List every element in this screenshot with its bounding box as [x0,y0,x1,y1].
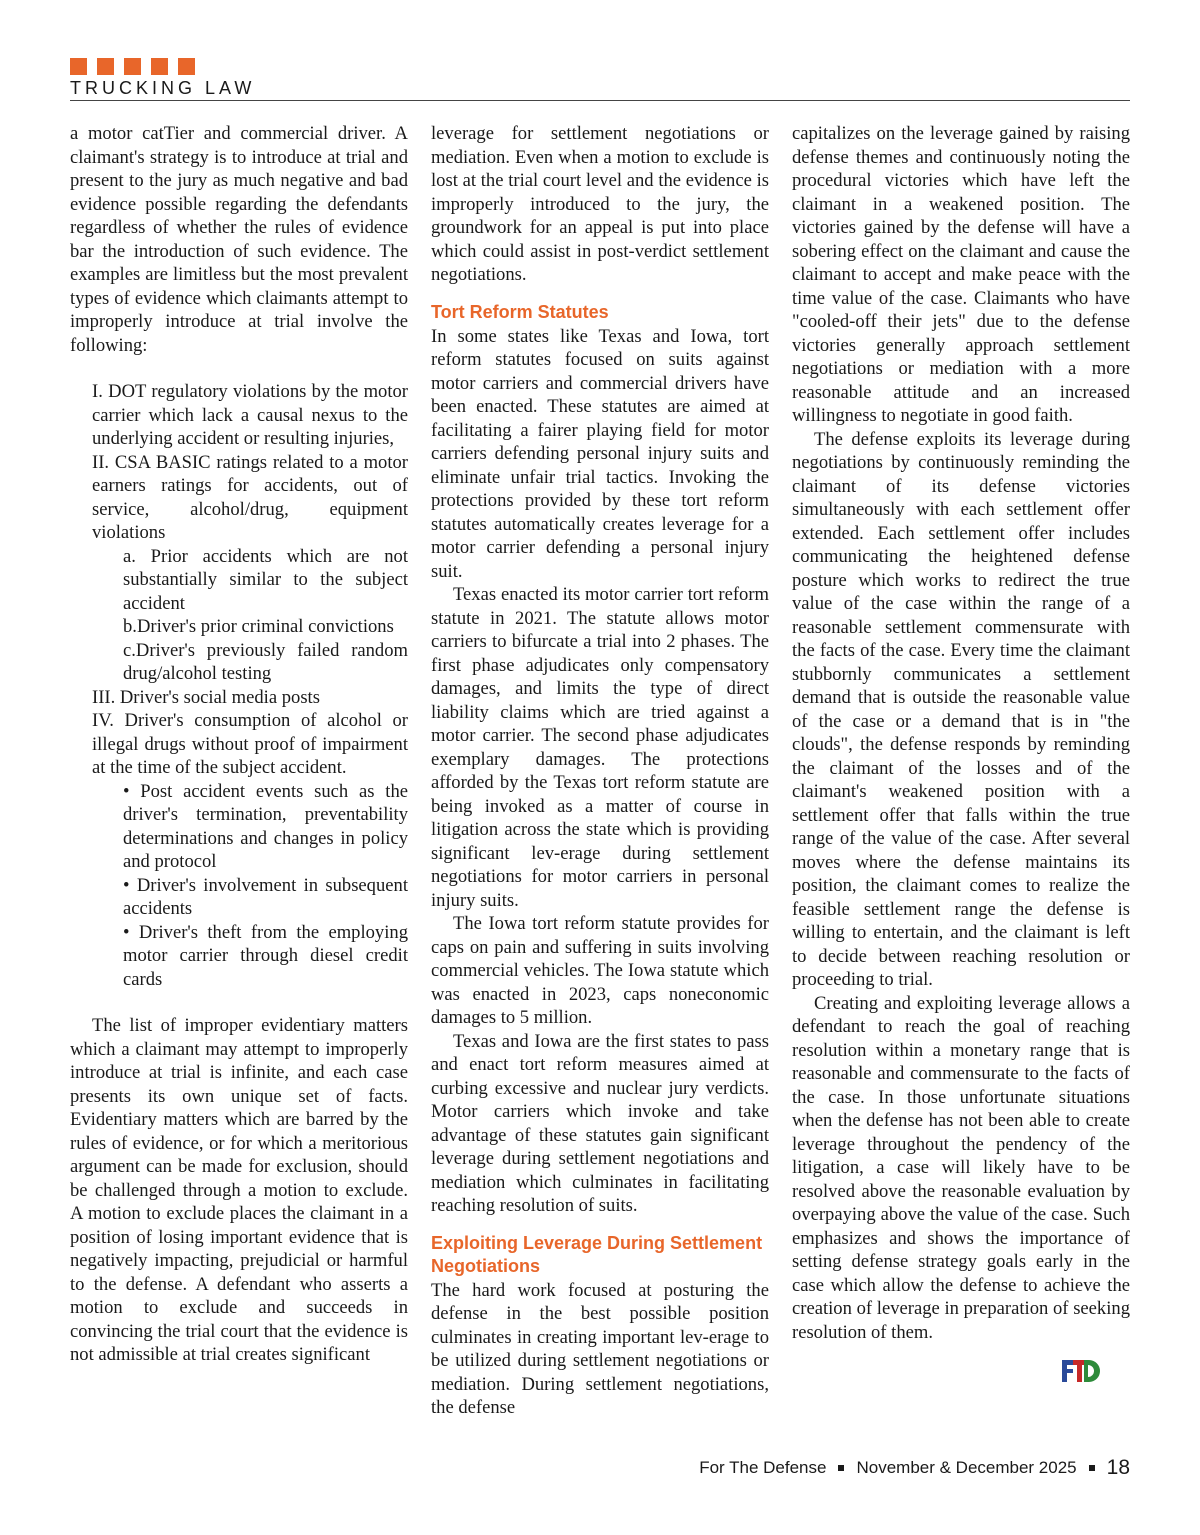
paragraph: capitalizes on the leverage gained by raising defense themes and continuously noting the procedural victories which have left the claimant in a weakened position. The victories gained by the defense will have a sobering effect on the claimant and cause the claimant to accept and make peace with the time value of the case. Claimants who have "cooled-off their jets" due to the defense victories generally approach settlement negotiations or mediation with a more reasonable attitude and an increased willingness to negotiate in good faith. [792,123,1130,426]
marker-square [124,58,141,75]
bullet-item: • Post accident events such as the driver's termination, preventability determinations and changes in policy and protocol [123,780,408,872]
article-column-2 [431,122,769,1420]
spacer [70,357,408,380]
ftd-logo [1060,1356,1100,1391]
spacer [70,991,408,1014]
section-marker-squares [70,58,195,75]
list-item: IV. Driver's consumption of alcohol or illegal drugs without proof of impairment at the time of the subject accident. [92,710,408,778]
paragraph: In some states like Texas and Iowa, tort reform statutes focused on suits against motor carriers and commercial drivers have been enacted. These statutes are aimed at facilitating a fairer playing field for motor carriers defending personal injury suits and eliminate unfair trial tactics. Invoking the protections provided by these tort reform statutes automatically creates leverage for a motor carrier defending a personal injury suit. [431,325,769,582]
paragraph: The list of improper evidentiary matters which a claimant may attempt to improperly introduce at trial is infinite, and each case presents its own unique set of facts. Evidentiary matters which are barred by the rules of evidence, or for which a meritorious argument can be made for exclusion, should be challenged through a motion to exclude. A motion to exclude places the claimant in a position of losing important evidence that is negatively impacting, prejudicial or harmful to the defense. A defendant who asserts a motion to exclude and succeeds in convincing the trial court that the evidence is not admissible at trial creates significant [70,1015,408,1365]
header-rule [70,100,1130,101]
list-item: II. CSA BASIC ratings related to a motor earners ratings for accidents, out of service, alcohol/drug, equipment violations [92,451,408,543]
page-number: 18 [1106,1456,1130,1479]
separator-dot [838,1465,844,1471]
list-subitem: b.Driver's prior criminal convictions [123,616,394,637]
ftd-logo-icon [1060,1356,1100,1386]
marker-square [70,58,87,75]
paragraph: The Iowa tort reform statute provides for caps on pain and suffering in suits involving commercial vehicles. The Iowa statute which was enacted in 2023, caps noneconomic damages to 5 million. [431,913,769,1028]
page-footer [699,1456,1130,1480]
paragraph: The defense exploits its leverage during negotiations by continuously reminding the claimant of its defense victories simultaneously with each settlement offer extended. Each settlement offer includes communicating the heightened defense posture which works to redirect the true value of the case within the range of a reasonable settlement commensurate with the facts of the case. Every time the claimant stubbornly communicates a settlement demand that is outside the reasonable value of the case or a demand that is in "the clouds", the defense responds by reminding the claimant of the losses and of the claimant's weakened position with a settlement offer that falls within the true range of the value of the case. After several moves where the defense maintains its position, the claimant comes to realize the feasible settlement range the defense is willing to entertain, and the claimant is left to decide between reaching resolution or proceeding to trial. [792,428,1130,990]
marker-square [151,58,168,75]
article-column-1 [70,122,408,1367]
issue-date: November & December 2025 [856,1458,1077,1477]
section-heading: Tort Reform Statutes [431,301,609,322]
separator-dot [1089,1465,1095,1471]
bullet-item: • Driver's involvement in subsequent accidents [123,874,408,919]
article-column-3 [792,122,1130,1344]
marker-square [97,58,114,75]
paragraph: a motor catTier and commercial driver. A claimant's strategy is to introduce at trial and present to the jury as much negative and bad evidence possible regarding the defendants regardless of whether the rules of evidence bar the introduction of such evidence. The examples are limitless but the most prevalent types of evidence which claimants attempt to improperly introduce at trial involve the following: [70,123,408,356]
publication-name: For The Defense [699,1458,827,1477]
list-item: I. DOT regulatory violations by the motor carrier which lack a causal nexus to the underlying accident or resulting injuries, [92,381,408,449]
paragraph: Texas and Iowa are the first states to pass and enact tort reform measures aimed at curbing excessive and nuclear jury verdicts. Motor carriers which invoke and take advantage of these statutes gain significant leverage during settlement negotiations and mediation which culminates in facilitating reaching resolution of suits. [431,1030,769,1216]
paragraph: leverage for settlement negotiations or mediation. Even when a motion to exclude is lost at the trial court level and the evidence is improperly introduced to the jury, the groundwork for an appeal is put into place which could assist in post-verdict settlement negotiations. [431,123,769,285]
paragraph: Creating and exploiting leverage allows a defendant to reach the goal of reaching resolution within a monetary range that is reasonable and commensurate to the facts of the case. In those unfortunate situations when the defense has not been able to create leverage throughout the pendency of the litigation, a case will likely have to be resolved above the reasonable evaluation by overpaying above the value of the case. Such emphasizes and shows the importance of setting defense strategy goals early in the case which allow the defense to achieve the creation of leverage in preparation of seeking resolution of them. [792,992,1130,1343]
paragraph: The hard work focused at posturing the defense in the best possible position culminates in creating important lev-erage to be utilized during settlement negotiations or mediation. During settlement negotiations, the defense [431,1279,769,1418]
list-subitem: c.Driver's previously failed random drug/alcohol testing [123,639,408,684]
list-item: III. Driver's social media posts [92,686,320,708]
marker-square [178,58,195,75]
section-label: TRUCKING LAW [70,78,256,98]
section-heading: Exploiting Leverage During Settlement Negotiations [431,1232,763,1276]
list-subitem: a. Prior accidents which are not substantially similar to the subject accident [123,545,408,614]
paragraph: Texas enacted its motor carrier tort reform statute in 2021. The statute allows motor carriers to bifurcate a trial into 2 phases. The first phase adjudicates only compensatory damages, and limits the type of direct liability claims which are tried against a motor carrier. The second phase adjudicates exemplary damages. The protections afforded by the Texas tort reform statute are being invoked as a matter of course in litigation across the state which is providing significant lev-erage during settlement negotiations for motor carriers in personal injury suits. [431,584,769,911]
bullet-item: • Driver's theft from the employing motor carrier through diesel credit cards [123,921,408,990]
